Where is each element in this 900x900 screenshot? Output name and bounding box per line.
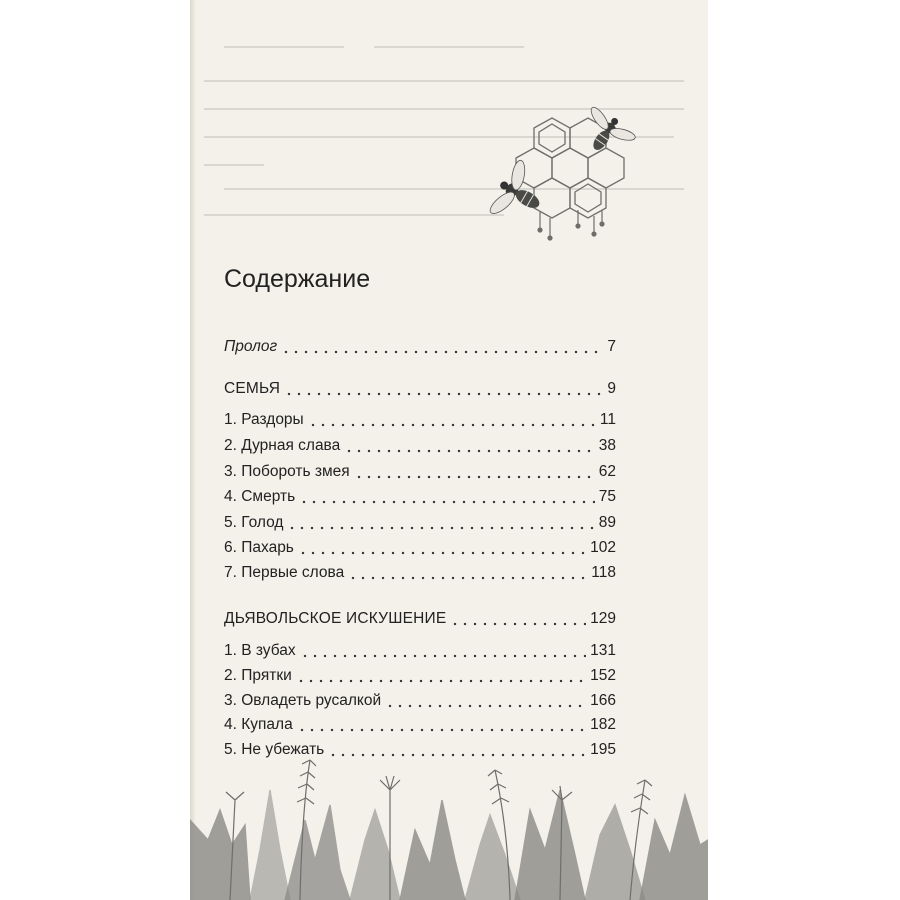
dot-leader bbox=[284, 392, 603, 396]
toc-entry-label: 3. Побороть змея bbox=[224, 463, 350, 480]
toc-entry-page: 7 bbox=[607, 338, 616, 355]
toc-entry-page: 129 bbox=[590, 610, 616, 627]
toc-entry bbox=[224, 514, 616, 536]
toc-entry-label: 1. Раздоры bbox=[224, 411, 304, 428]
toc-entry-label: 5. Голод bbox=[224, 514, 284, 531]
dot-leader bbox=[354, 475, 595, 479]
dot-leader bbox=[297, 728, 586, 732]
toc-entry-label: 2. Дурная слава bbox=[224, 437, 341, 454]
dot-leader bbox=[344, 449, 595, 453]
toc-entry-page: 131 bbox=[590, 642, 616, 659]
dot-leader bbox=[300, 654, 586, 658]
toc-entry bbox=[224, 716, 616, 738]
toc-part-heading bbox=[224, 610, 616, 632]
toc-entry-label: 1. В зубах bbox=[224, 642, 296, 659]
dot-leader bbox=[296, 679, 586, 683]
toc-entry bbox=[224, 564, 616, 586]
toc-entry-label: 2. Прятки bbox=[224, 667, 292, 684]
dot-leader bbox=[299, 500, 595, 504]
toc-entry bbox=[224, 539, 616, 561]
toc-entry bbox=[224, 463, 616, 485]
toc-entry-page: 152 bbox=[590, 667, 616, 684]
toc-entry-label: 4. Смерть bbox=[224, 488, 296, 505]
toc-entry-label: 5. Не убежать bbox=[224, 741, 325, 758]
page-title: Содержание bbox=[224, 265, 371, 293]
dot-leader bbox=[287, 526, 594, 530]
toc-entry-page: 9 bbox=[607, 380, 616, 397]
toc-entry-page: 11 bbox=[599, 411, 616, 428]
toc-entry-label: Пролог bbox=[224, 338, 278, 355]
toc-entry bbox=[224, 437, 616, 459]
toc-entry bbox=[224, 667, 616, 689]
toc-entry-label: 6. Пахарь bbox=[224, 539, 294, 556]
toc-entry bbox=[224, 642, 616, 664]
toc-entry bbox=[224, 411, 616, 433]
toc-entry-page: 182 bbox=[590, 716, 616, 733]
dot-leader bbox=[450, 622, 586, 626]
toc-entry-label: СЕМЬЯ bbox=[224, 380, 281, 397]
toc-entry bbox=[224, 692, 616, 714]
dot-leader bbox=[348, 576, 587, 580]
toc-entry-page: 102 bbox=[590, 539, 616, 556]
bees-honeycomb-icon bbox=[482, 98, 642, 248]
toc-entry-label: ДЬЯВОЛЬСКОЕ ИСКУШЕНИЕ bbox=[224, 610, 447, 627]
dot-leader bbox=[308, 423, 596, 427]
book-page bbox=[190, 0, 708, 900]
dot-leader bbox=[385, 704, 586, 708]
toc-entry-page: 118 bbox=[591, 564, 616, 581]
toc-entry-prologue bbox=[224, 338, 616, 360]
toc-entry-label: 3. Овладеть русалкой bbox=[224, 692, 382, 709]
toc-entry-label: 7. Первые слова bbox=[224, 564, 345, 581]
toc-entry-label: 4. Купала bbox=[224, 716, 293, 733]
toc-entry-page: 195 bbox=[590, 741, 616, 758]
toc-entry bbox=[224, 488, 616, 510]
dot-leader bbox=[298, 551, 586, 555]
ferns-grass-icon bbox=[190, 750, 708, 900]
dot-leader bbox=[281, 350, 603, 354]
toc-entry-page: 62 bbox=[598, 463, 616, 480]
toc-entry-page: 89 bbox=[598, 514, 616, 531]
toc-part-heading bbox=[224, 380, 616, 402]
toc-entry-page: 75 bbox=[598, 488, 616, 505]
toc-entry-page: 166 bbox=[590, 692, 616, 709]
toc-entry-page: 38 bbox=[598, 437, 616, 454]
